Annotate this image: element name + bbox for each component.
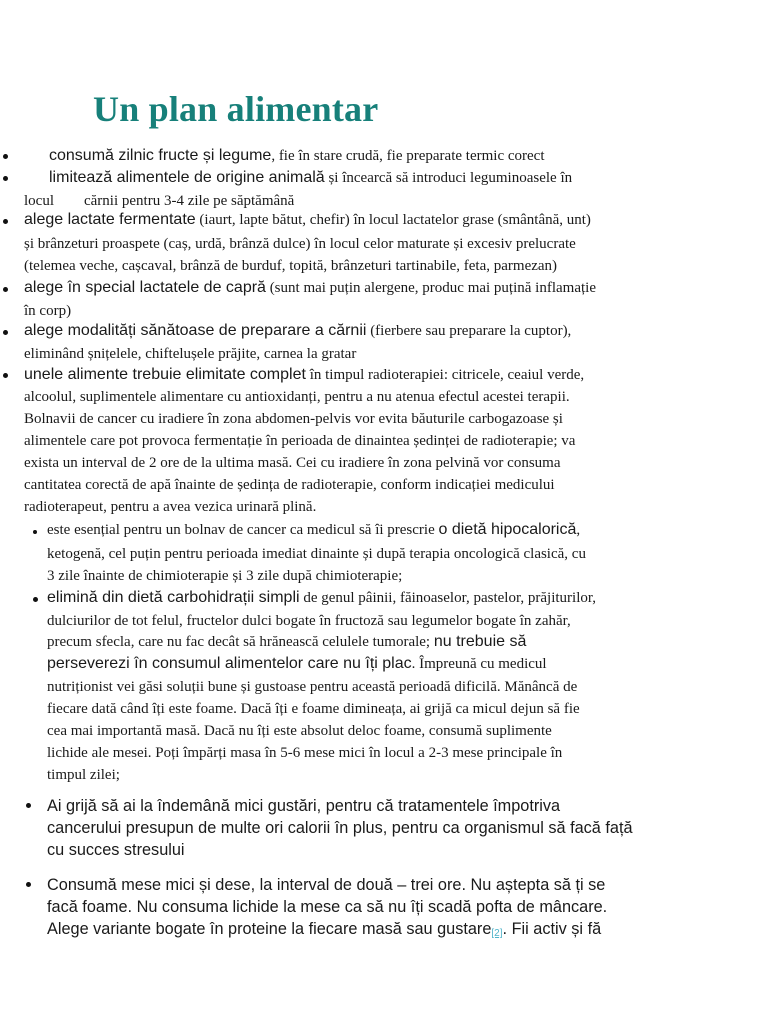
bullet-icon bbox=[3, 287, 8, 292]
bullet-icon bbox=[26, 882, 31, 887]
page-title: Un plan alimentar bbox=[93, 89, 379, 129]
bullet-icon bbox=[26, 803, 31, 808]
bullet-icon bbox=[3, 373, 8, 378]
bullet-icon bbox=[33, 530, 37, 534]
bullet-icon bbox=[3, 219, 8, 224]
footnote-link[interactable]: [2] bbox=[491, 928, 503, 939]
bullet-icon bbox=[3, 176, 8, 181]
bullet-icon bbox=[33, 597, 38, 602]
bullet-icon bbox=[3, 154, 8, 159]
bullet-icon bbox=[3, 330, 8, 335]
